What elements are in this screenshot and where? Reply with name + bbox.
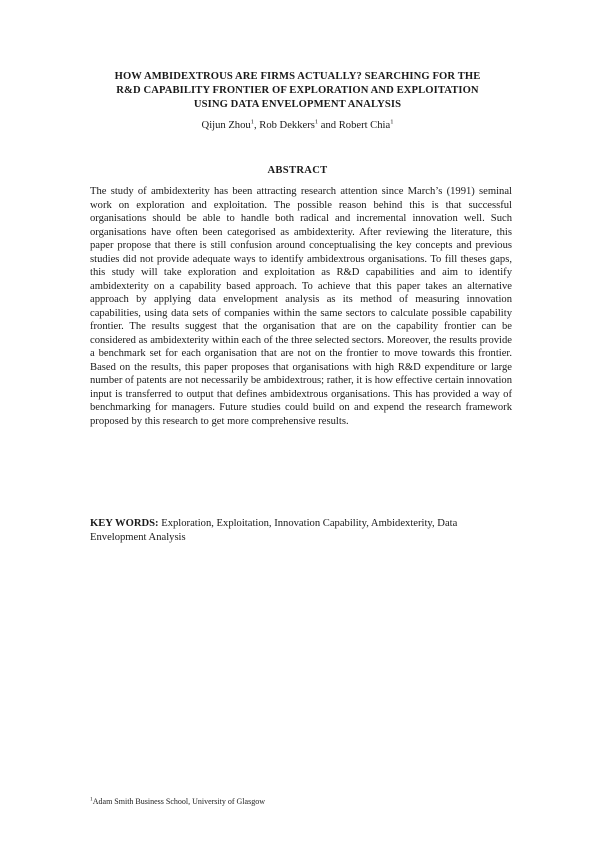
abstract-heading: ABSTRACT	[267, 165, 328, 176]
keywords-text: Exploration, Exploitation, Innovation Capability, Ambidexterity, Data Envelopment Analysis	[90, 518, 458, 543]
author-separator: ,	[253, 120, 260, 131]
author-name: Qijun Zhou	[201, 120, 251, 131]
title-line: USING DATA ENVELOPMENT ANALYSIS	[193, 99, 402, 110]
abstract-paragraph: The study of ambidexterity has been attracting research attention since March’s (1991) seminal work on exploration and exploitation. The possible reason behind this is that successful organisations should be able to handle both radical and incremental innovation well. Such organisations have often been categorised as ambidexterity. After reviewing the literature, this paper propose that there is still confusion around conceptualising the key concepts and previous studies did not provide adequate ways to identify ambidextrous organisations. To fill theses gaps, this study will take exploration and exploitation as R&D capabilities and aim to identify ambidexterity on a capability based approach. To achieve that this paper takes an alternative approach by applying data envelopment analysis as its method of measuring innovation capabilities, using data sets of companies within the same sectors to calculate possible capability frontier. The results suggest that the organisation that are on the capability frontier can be considered as ambidexterity within each of the three selected sectors. Moreover, the results provide a benchmark set for each organisation that are not on the frontier to move towards this frontier. Based on the results, this paper proposes that organisations with high R&D expenditure or large number of patents are not necessarily be ambidextrous; rather, it is how effective certain innovation input is transferred to output that defines ambidextrous organisations. This has provided a way of benchmarking for managers. Future studies could build on and expend the research framework proposed by this research to get more comprehensive results.	[90, 186, 512, 427]
author-name: Rob Dekkers	[259, 120, 315, 131]
abstract-body	[90, 185, 512, 428]
keywords-section	[90, 517, 512, 544]
author-separator: and	[318, 120, 339, 131]
footnote-marker: 1	[90, 796, 93, 803]
title-line: R&D CAPABILITY FRONTIER OF EXPLORATION AND EXPLOITATION	[116, 85, 479, 96]
title-line: HOW AMBIDEXTROUS ARE FIRMS ACTUALLY? SEARCHING FOR THE	[114, 71, 481, 82]
affiliation-marker: 1	[390, 118, 394, 126]
keywords-label: KEY WORDS:	[90, 518, 159, 529]
affiliation-footnote	[90, 796, 510, 807]
author-list	[0, 119, 595, 133]
author-name: Robert Chia	[338, 120, 391, 131]
paper-title	[70, 70, 525, 112]
affiliation-marker: 1	[314, 118, 319, 126]
affiliation-marker: 1	[250, 118, 254, 126]
footnote-text: Adam Smith Business School, University of Glasgow	[92, 797, 265, 806]
